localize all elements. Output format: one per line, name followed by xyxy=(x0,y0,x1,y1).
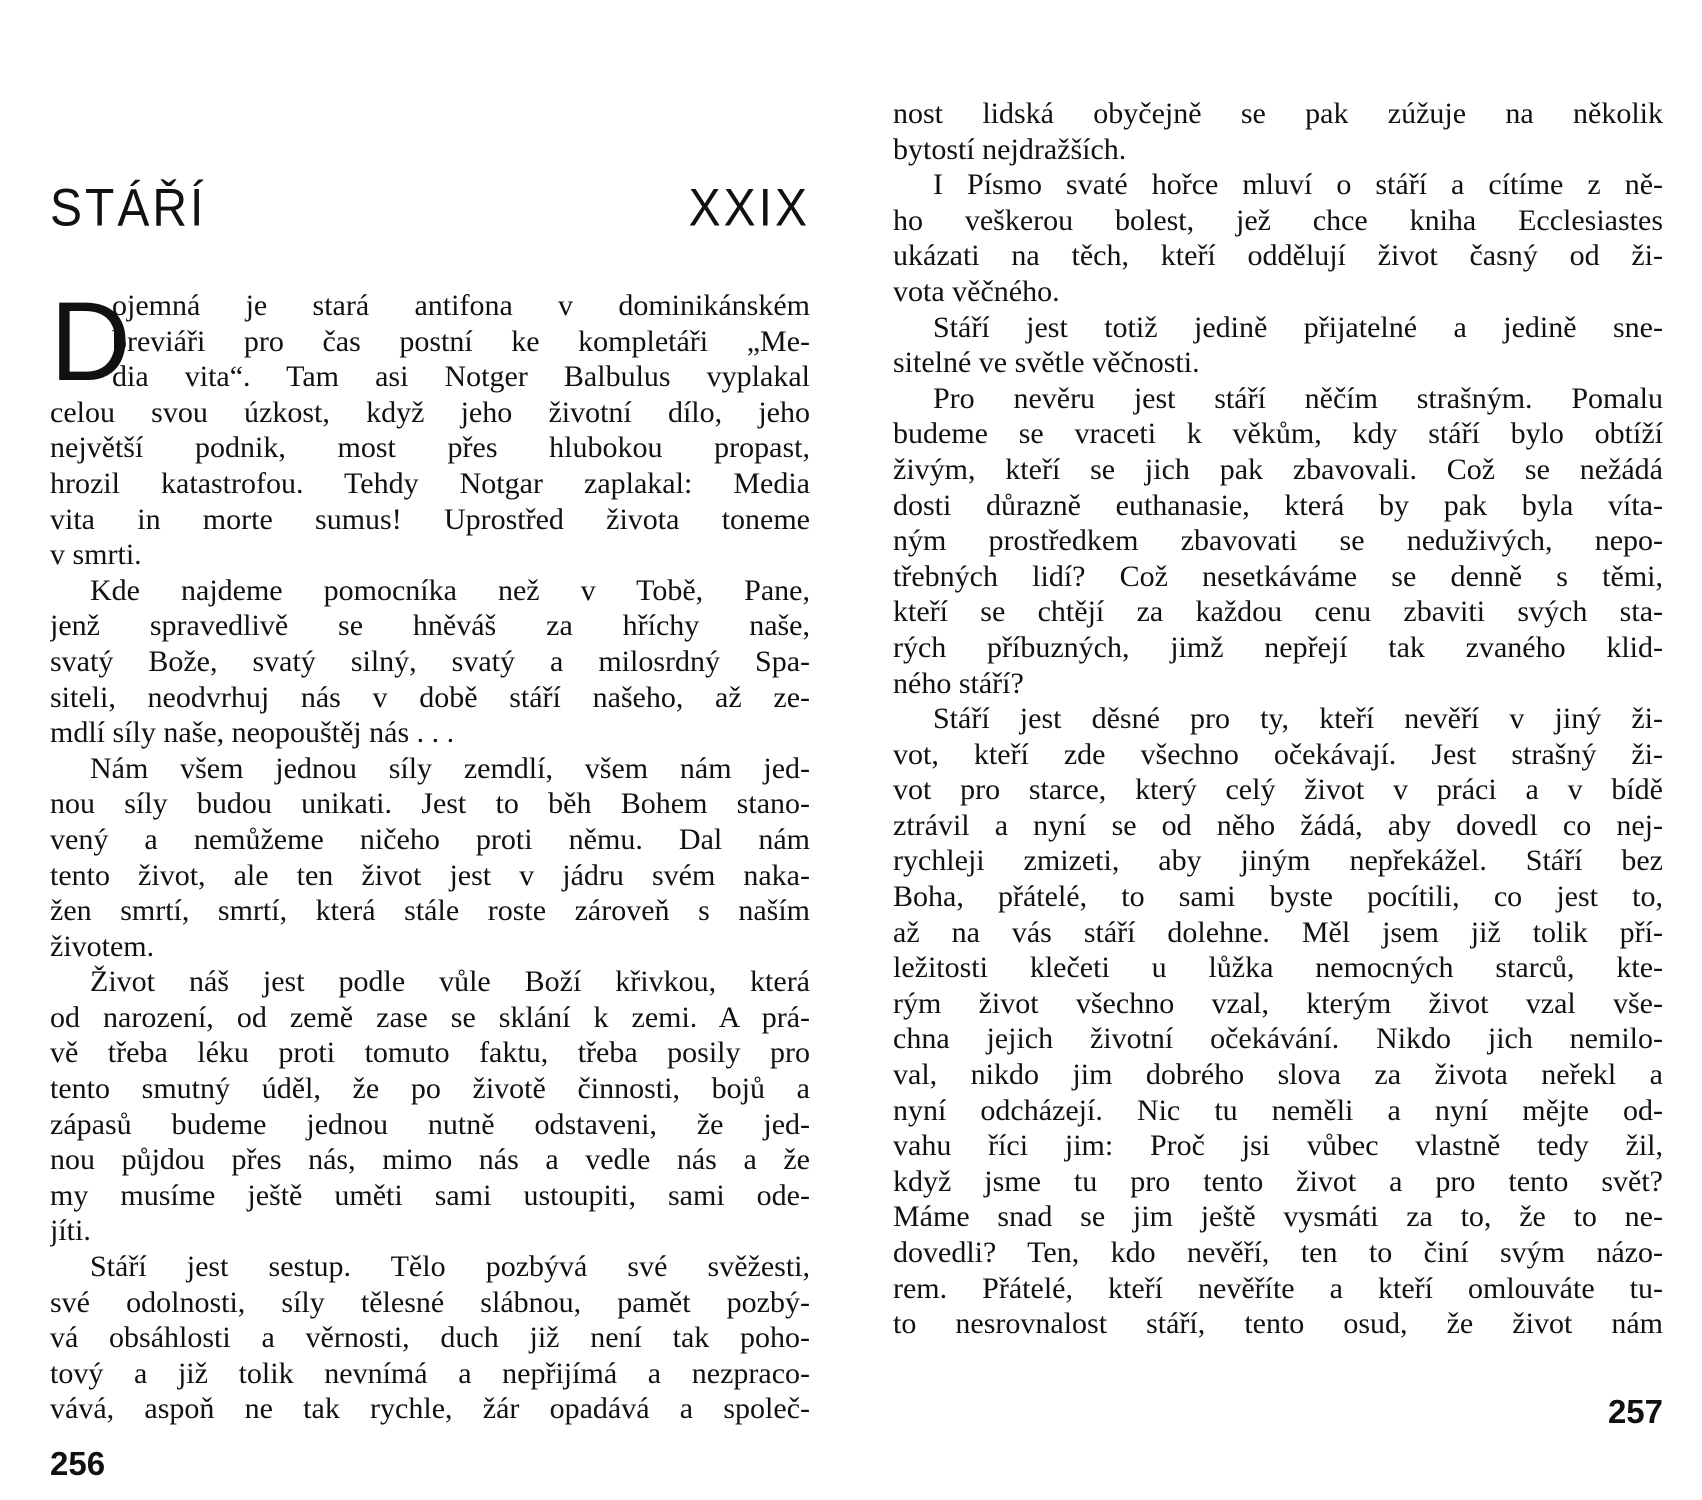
text-line: ojemná je stará antifona v dominikánském xyxy=(112,289,810,322)
text-line: Nám všem jednou síly zemdlí, všem nám jed- xyxy=(90,751,810,785)
text-line: vota věčného. xyxy=(893,274,1060,308)
text-line: vot, kteří zde všechno očekávají. Jest strašný ži- xyxy=(893,737,1663,771)
text-line: rem. Přátelé, kteří nevěříte a kteří omlouváte tu- xyxy=(893,1271,1663,1305)
text-line: Stáří jest totiž jedině přijatelné a jedině sne- xyxy=(933,310,1663,344)
text-line: rychleji zmizeti, aby jiným nepřekážel. Stáří bez xyxy=(893,844,1663,878)
left-page xyxy=(50,0,810,1500)
text-line: od narození, od země zase se sklání k zemi. A prá- xyxy=(50,1000,810,1034)
text-line: nou síly budou unikati. Jest to běh Bohem stano- xyxy=(50,787,810,821)
text-line: my musíme ještě uměti sami ustoupiti, sami ode- xyxy=(50,1178,810,1212)
right-page-text xyxy=(893,96,1663,1342)
text-line: ným prostředkem zbavovati se neduživých, nepo- xyxy=(893,524,1663,558)
text-line: vá obsáhlosti a věrnosti, duch již není tak poho- xyxy=(50,1321,810,1355)
text-line: budeme se vraceti k věkům, kdy stáří bylo obtíží xyxy=(893,417,1663,451)
text-line: největší podnik, most přes hlubokou propast, xyxy=(50,431,810,465)
chapter-number: XXIX xyxy=(688,179,810,238)
text-line: jíti. xyxy=(50,1214,91,1248)
text-line: zápasů budeme jednou nutně odstaveni, že jed- xyxy=(50,1107,810,1141)
text-line: dovedli? Ten, kdo nevěří, ten to činí svým názo- xyxy=(893,1236,1663,1269)
text-line: žen smrtí, smrtí, která stále roste zároveň s naším xyxy=(50,894,810,928)
text-line: vahu říci jim: Proč jsi vůbec vlastně tedy žil, xyxy=(893,1129,1663,1163)
text-line: Stáří jest děsné pro ty, kteří nevěří v jiný ži- xyxy=(933,702,1663,736)
text-line: vává, aspoň ne tak rychle, žár opadává a společ- xyxy=(50,1392,810,1426)
text-line: vě třeba léku proti tomuto faktu, třeba posily pro xyxy=(50,1036,810,1070)
text-line: nou půjdou přes nás, mimo nás a vedle nás a že xyxy=(50,1143,810,1177)
text-line: sitelné ve světle věčnosti. xyxy=(893,346,1200,380)
text-line: životem. xyxy=(50,929,155,963)
text-line: třebných lidí? Což nesetkáváme se denně s těmi, xyxy=(893,559,1663,593)
text-line: vita in morte sumus! Uprostřed života toneme xyxy=(50,502,810,536)
text-line: bytostí nejdražších. xyxy=(893,132,1127,166)
text-line: Boha, přátelé, to sami byste pocítili, co jest to, xyxy=(893,880,1663,914)
text-line: dosti důrazně euthanasie, která by pak byla víta- xyxy=(893,488,1663,522)
text-line: I Písmo svaté hořce mluví o stáří a cítíme z ně- xyxy=(933,168,1663,202)
chapter-header xyxy=(50,178,810,238)
page-number-right: 257 xyxy=(1607,1393,1663,1430)
right-page xyxy=(893,0,1663,1500)
text-line: siteli, neodvrhuj nás v době stáří našeho, až ze- xyxy=(50,680,810,714)
left-page-text xyxy=(50,279,810,1427)
text-line: tento smutný úděl, že po životě činnosti, bojů a xyxy=(50,1072,810,1106)
text-line: tový a již tolik nevnímá a nepřijímá a nezpraco- xyxy=(50,1356,810,1390)
text-line: jenž spravedlivě se hněváš za hříchy naše, xyxy=(50,609,810,643)
text-line: Máme snad se jim ještě vysmáti za to, že to ne- xyxy=(893,1200,1663,1234)
text-line: vot pro starce, který celý život v práci a v bídě xyxy=(893,773,1663,807)
text-line: nost lidská obyčejně se pak zúžuje na několik xyxy=(893,97,1663,130)
text-line: až na vás stáří dolehne. Měl jsem již tolik pří- xyxy=(893,915,1663,949)
text-line: mdlí síly naše, neopouštěj nás . . . xyxy=(50,716,455,750)
text-line: ležitosti klečeti u lůžka nemocných starců, kte- xyxy=(893,951,1663,985)
text-line: rým život všechno vzal, kterým život vzal vše- xyxy=(893,986,1663,1020)
text-line: rých příbuzných, jimž nepřejí tak zvaného klid- xyxy=(893,630,1663,664)
text-line: nyní odcházejí. Nic tu neměli a nyní mějte od- xyxy=(893,1093,1663,1127)
drop-cap: D xyxy=(50,279,131,404)
text-line: ho veškerou bolest, jež chce kniha Ecclesiastes xyxy=(893,203,1663,237)
text-line: své odolnosti, síly tělesné slábnou, pamět pozbý- xyxy=(50,1285,810,1319)
page-number-left: 256 xyxy=(50,1445,106,1482)
text-line: Kde najdeme pomocníka než v Tobě, Pane, xyxy=(90,573,810,607)
text-line: hrozil katastrofou. Tehdy Notgar zaplakal: Media xyxy=(50,466,810,500)
text-line: chna jejich životní očekávání. Nikdo jich nemilo- xyxy=(893,1022,1663,1056)
text-line: Stáří jest sestup. Tělo pozbývá své svěžesti, xyxy=(90,1250,810,1284)
text-line: breviáři pro čas postní ke kompletáři „Me- xyxy=(112,324,810,358)
text-line: živým, kteří se jich pak zbavovali. Což se nežádá xyxy=(893,452,1663,486)
chapter-title: STÁŘÍ xyxy=(50,179,207,238)
text-line: celou svou úzkost, když jeho životní dílo, jeho xyxy=(50,395,810,429)
text-line: val, nikdo jim dobrého slova za života neřekl a xyxy=(893,1058,1663,1092)
text-line: dia vita“. Tam asi Notger Balbulus vyplakal xyxy=(112,360,810,394)
text-line: ukázati na těch, kteří oddělují život časný od ži- xyxy=(893,239,1663,273)
text-line: to nesrovnalost stáří, tento osud, že život nám xyxy=(893,1307,1663,1341)
text-line: v smrti. xyxy=(50,538,142,572)
text-line: svatý Bože, svatý silný, svatý a milosrdný Spa- xyxy=(50,644,810,678)
text-line: Pro nevěru jest stáří něčím strašným. Pomalu xyxy=(933,381,1663,415)
text-line: ztrávil a nyní se od něho žádá, aby dovedl co nej- xyxy=(893,808,1663,842)
text-line: kteří se chtějí za každou cenu zbaviti svých sta- xyxy=(893,595,1663,629)
text-line: vený a nemůžeme ničeho proti němu. Dal nám xyxy=(50,822,810,856)
text-line: ného stáří? xyxy=(893,666,1024,700)
text-line: tento život, ale ten život jest v jádru svém naka- xyxy=(50,858,810,892)
text-line: když jsme tu pro tento život a pro tento svět? xyxy=(893,1164,1663,1198)
text-line: Život náš jest podle vůle Boží křivkou, která xyxy=(90,965,810,999)
